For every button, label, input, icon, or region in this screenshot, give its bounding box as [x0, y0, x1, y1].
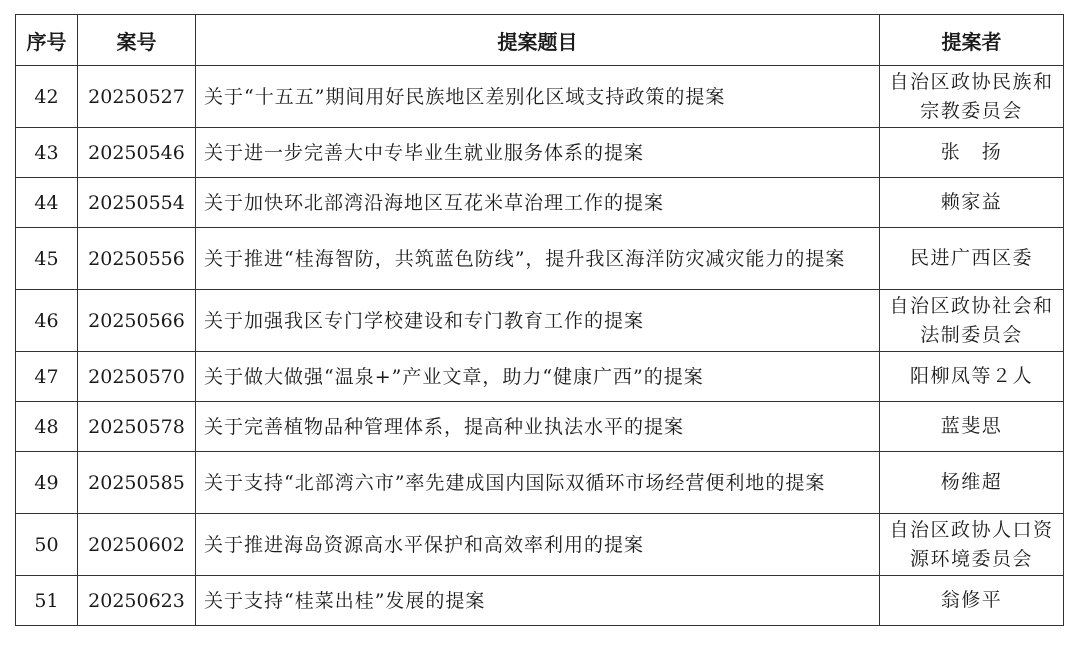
case-no-cell: 20250556: [78, 228, 196, 290]
seq-cell: 48: [16, 402, 78, 452]
author-cell: 翁修平: [880, 576, 1064, 626]
header-case-no: 案号: [78, 15, 196, 66]
header-author: 提案者: [880, 15, 1064, 66]
author-cell: 民进广西区委: [880, 228, 1064, 290]
case-no-cell: 20250602: [78, 514, 196, 576]
title-cell: 关于加强我区专门学校建设和专门教育工作的提案: [196, 290, 880, 352]
title-cell: 关于做大做强“温泉+”产业文章，助力“健康广西”的提案: [196, 352, 880, 402]
table-row: [16, 452, 1064, 514]
table-row: [16, 352, 1064, 402]
case-no-cell: 20250546: [78, 128, 196, 178]
case-no-cell: 20250566: [78, 290, 196, 352]
seq-cell: 50: [16, 514, 78, 576]
title-cell: 关于完善植物品种管理体系，提高种业执法水平的提案: [196, 402, 880, 452]
table-row: [16, 576, 1064, 626]
author-cell: 张 扬: [880, 128, 1064, 178]
seq-cell: 42: [16, 66, 78, 128]
table-row: [16, 178, 1064, 228]
table-row: [16, 402, 1064, 452]
proposal-table: [15, 14, 1064, 626]
case-no-cell: 20250527: [78, 66, 196, 128]
case-no-cell: 20250554: [78, 178, 196, 228]
header-seq: 序号: [16, 15, 78, 66]
title-cell: 关于推进“桂海智防，共筑蓝色防线”，提升我区海洋防灾减灾能力的提案: [196, 228, 880, 290]
case-no-cell: 20250623: [78, 576, 196, 626]
author-cell: 自治区政协民族和宗教委员会: [880, 66, 1064, 128]
case-no-cell: 20250570: [78, 352, 196, 402]
author-cell: 杨维超: [880, 452, 1064, 514]
title-cell: 关于“十五五”期间用好民族地区差别化区域支持政策的提案: [196, 66, 880, 128]
seq-cell: 51: [16, 576, 78, 626]
seq-cell: 43: [16, 128, 78, 178]
table-row: [16, 128, 1064, 178]
table-row: [16, 514, 1064, 576]
seq-cell: 45: [16, 228, 78, 290]
seq-cell: 44: [16, 178, 78, 228]
author-cell: 阳柳凤等２人: [880, 352, 1064, 402]
title-cell: 关于进一步完善大中专毕业生就业服务体系的提案: [196, 128, 880, 178]
title-cell: 关于支持“北部湾六市”率先建成国内国际双循环市场经营便利地的提案: [196, 452, 880, 514]
title-cell: 关于加快环北部湾沿海地区互花米草治理工作的提案: [196, 178, 880, 228]
table-row: [16, 66, 1064, 128]
case-no-cell: 20250585: [78, 452, 196, 514]
seq-cell: 46: [16, 290, 78, 352]
author-cell: 赖家益: [880, 178, 1064, 228]
author-cell: 蓝斐思: [880, 402, 1064, 452]
seq-cell: 47: [16, 352, 78, 402]
title-cell: 关于推进海岛资源高水平保护和高效率利用的提案: [196, 514, 880, 576]
author-cell: 自治区政协人口资源环境委员会: [880, 514, 1064, 576]
header-title: 提案题目: [196, 15, 880, 66]
author-cell: 自治区政协社会和法制委员会: [880, 290, 1064, 352]
table-row: [16, 290, 1064, 352]
title-cell: 关于支持“桂菜出桂”发展的提案: [196, 576, 880, 626]
seq-cell: 49: [16, 452, 78, 514]
table-row: [16, 228, 1064, 290]
case-no-cell: 20250578: [78, 402, 196, 452]
header-row: [16, 15, 1064, 66]
